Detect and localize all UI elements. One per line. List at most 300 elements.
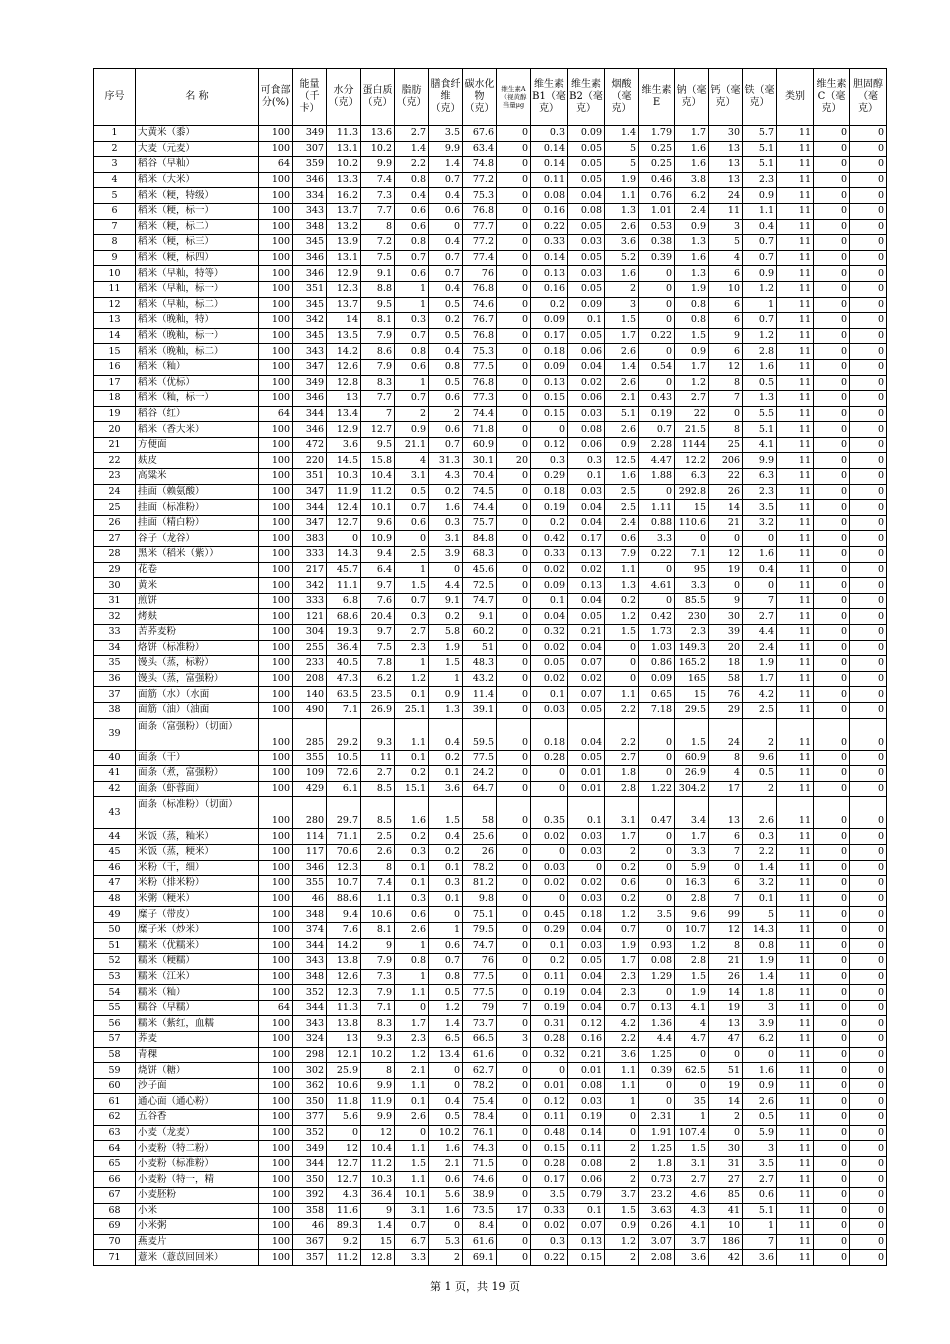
value-cell: 0.25 bbox=[639, 141, 675, 157]
food-name-cell: 糯米（优糯米） bbox=[136, 938, 259, 954]
value-cell: 0.06 bbox=[568, 1172, 605, 1188]
value-cell: 11 bbox=[777, 1250, 814, 1266]
value-cell: 13.1 bbox=[327, 141, 361, 157]
value-cell: 6 bbox=[709, 266, 743, 282]
value-cell: 74.8 bbox=[463, 157, 497, 173]
value-cell: 1.6 bbox=[605, 469, 639, 485]
value-cell: 2.2 bbox=[605, 702, 639, 718]
value-cell: 100 bbox=[259, 1172, 293, 1188]
table-row bbox=[94, 656, 887, 672]
value-cell: 149.3 bbox=[675, 640, 709, 656]
row-index-cell: 17 bbox=[94, 375, 136, 391]
value-cell: 0 bbox=[814, 687, 850, 703]
value-cell: 0 bbox=[850, 640, 887, 656]
row-index-cell: 51 bbox=[94, 938, 136, 954]
value-cell: 5.8 bbox=[429, 625, 463, 641]
value-cell: 0 bbox=[497, 484, 531, 500]
value-cell: 0.02 bbox=[568, 671, 605, 687]
value-cell: 0.03 bbox=[568, 891, 605, 907]
value-cell: 0 bbox=[814, 860, 850, 876]
value-cell: 0 bbox=[814, 781, 850, 797]
value-cell: 29.7 bbox=[327, 797, 361, 829]
value-cell: 0.32 bbox=[531, 625, 568, 641]
table-row bbox=[94, 172, 887, 188]
value-cell: 9.7 bbox=[361, 625, 395, 641]
value-cell: 13.8 bbox=[327, 954, 361, 970]
value-cell: 74.6 bbox=[463, 297, 497, 313]
row-index-cell: 62 bbox=[94, 1110, 136, 1126]
value-cell: 40.5 bbox=[327, 656, 361, 672]
value-cell: 0.2 bbox=[531, 515, 568, 531]
value-cell: 0.7 bbox=[395, 391, 429, 407]
value-cell: 100 bbox=[259, 531, 293, 547]
value-cell: 0.07 bbox=[568, 687, 605, 703]
food-name-cell: 小米 bbox=[136, 1203, 259, 1219]
value-cell: 81.2 bbox=[463, 876, 497, 892]
value-cell: 0.02 bbox=[568, 375, 605, 391]
value-cell: 11 bbox=[777, 1141, 814, 1157]
value-cell: 9 bbox=[709, 328, 743, 344]
value-cell: 343 bbox=[293, 344, 327, 360]
value-cell: 14.3 bbox=[743, 922, 777, 938]
column-header: 蛋白质（克） bbox=[361, 69, 395, 126]
value-cell: 73.5 bbox=[463, 1203, 497, 1219]
value-cell: 7.1 bbox=[327, 702, 361, 718]
value-cell: 2.08 bbox=[639, 1250, 675, 1266]
food-name-cell: 糜子（带皮） bbox=[136, 907, 259, 923]
value-cell: 68.3 bbox=[463, 547, 497, 563]
value-cell: 1 bbox=[395, 656, 429, 672]
column-header: 烟酸（毫克） bbox=[605, 69, 639, 126]
value-cell: 0 bbox=[814, 562, 850, 578]
value-cell: 3.6 bbox=[605, 235, 639, 251]
value-cell: 0 bbox=[814, 157, 850, 173]
value-cell: 0 bbox=[497, 126, 531, 142]
value-cell: 0 bbox=[850, 359, 887, 375]
value-cell: 0.8 bbox=[395, 172, 429, 188]
value-cell: 0 bbox=[639, 766, 675, 782]
value-cell: 0 bbox=[497, 718, 531, 750]
value-cell: 392 bbox=[293, 1188, 327, 1204]
value-cell: 12.6 bbox=[327, 359, 361, 375]
value-cell: 39.1 bbox=[463, 702, 497, 718]
value-cell: 0 bbox=[429, 907, 463, 923]
value-cell: 76 bbox=[463, 266, 497, 282]
value-cell: 0.14 bbox=[531, 157, 568, 173]
value-cell: 11 bbox=[777, 625, 814, 641]
value-cell: 0 bbox=[743, 531, 777, 547]
value-cell: 46 bbox=[293, 1219, 327, 1235]
table-row bbox=[94, 687, 887, 703]
value-cell: 0.08 bbox=[639, 954, 675, 970]
value-cell: 0 bbox=[850, 250, 887, 266]
value-cell: 13 bbox=[709, 157, 743, 173]
value-cell: 0 bbox=[850, 625, 887, 641]
value-cell: 12.8 bbox=[361, 1250, 395, 1266]
value-cell: 7.1 bbox=[361, 1000, 395, 1016]
value-cell: 0.3 bbox=[395, 844, 429, 860]
value-cell: 12.7 bbox=[327, 515, 361, 531]
value-cell: 5 bbox=[605, 141, 639, 157]
food-name-cell: 苦荞麦粉 bbox=[136, 625, 259, 641]
value-cell: 88.6 bbox=[327, 891, 361, 907]
value-cell: 7 bbox=[709, 391, 743, 407]
value-cell: 11 bbox=[777, 1125, 814, 1141]
value-cell: 74.5 bbox=[463, 484, 497, 500]
value-cell: 100 bbox=[259, 829, 293, 845]
value-cell: 0 bbox=[497, 1047, 531, 1063]
food-name-cell: 五谷香 bbox=[136, 1110, 259, 1126]
value-cell: 0 bbox=[814, 422, 850, 438]
value-cell: 0 bbox=[850, 985, 887, 1001]
value-cell: 0 bbox=[743, 578, 777, 594]
value-cell: 10.4 bbox=[361, 469, 395, 485]
value-cell: 12.7 bbox=[327, 1172, 361, 1188]
value-cell: 2 bbox=[605, 1172, 639, 1188]
value-cell: 3.5 bbox=[639, 907, 675, 923]
value-cell: 5 bbox=[709, 235, 743, 251]
value-cell: 1.2 bbox=[675, 938, 709, 954]
value-cell: 4 bbox=[709, 250, 743, 266]
value-cell: 9.9 bbox=[429, 141, 463, 157]
value-cell: 26 bbox=[463, 844, 497, 860]
value-cell: 25.1 bbox=[395, 702, 429, 718]
value-cell: 1.5 bbox=[675, 969, 709, 985]
value-cell: 0 bbox=[497, 938, 531, 954]
value-cell: 2.8 bbox=[675, 891, 709, 907]
value-cell: 1.25 bbox=[639, 1141, 675, 1157]
value-cell: 20 bbox=[709, 640, 743, 656]
value-cell: 0.05 bbox=[568, 609, 605, 625]
value-cell: 12.8 bbox=[327, 375, 361, 391]
row-index-cell: 12 bbox=[94, 297, 136, 313]
value-cell: 0.29 bbox=[531, 469, 568, 485]
value-cell: 0.18 bbox=[568, 907, 605, 923]
value-cell: 100 bbox=[259, 1156, 293, 1172]
value-cell: 107.4 bbox=[675, 1125, 709, 1141]
value-cell: 0.8 bbox=[395, 235, 429, 251]
value-cell: 0 bbox=[395, 1125, 429, 1141]
value-cell: 0.19 bbox=[531, 1000, 568, 1016]
value-cell: 100 bbox=[259, 484, 293, 500]
value-cell: 8.3 bbox=[361, 375, 395, 391]
value-cell: 11 bbox=[777, 562, 814, 578]
row-index-cell: 58 bbox=[94, 1047, 136, 1063]
value-cell: 76.7 bbox=[463, 313, 497, 329]
value-cell: 2.2 bbox=[743, 844, 777, 860]
value-cell: 1.9 bbox=[605, 172, 639, 188]
value-cell: 17 bbox=[497, 1203, 531, 1219]
value-cell: 121 bbox=[293, 609, 327, 625]
value-cell: 0.6 bbox=[429, 1172, 463, 1188]
value-cell: 0 bbox=[850, 781, 887, 797]
food-name-cell: 糯谷（早糯） bbox=[136, 1000, 259, 1016]
food-name-cell: 稻谷（早籼） bbox=[136, 157, 259, 173]
row-index-cell: 37 bbox=[94, 687, 136, 703]
food-name-cell: 黑米（稻米（紫）） bbox=[136, 547, 259, 563]
value-cell: 0 bbox=[605, 640, 639, 656]
value-cell: 0 bbox=[814, 1203, 850, 1219]
value-cell: 0 bbox=[814, 1032, 850, 1048]
value-cell: 11 bbox=[777, 860, 814, 876]
value-cell: 0 bbox=[814, 359, 850, 375]
food-name-cell: 通心面（通心粉） bbox=[136, 1094, 259, 1110]
value-cell: 350 bbox=[293, 1094, 327, 1110]
food-name-cell: 稻谷（红） bbox=[136, 406, 259, 422]
value-cell: 0 bbox=[850, 1063, 887, 1079]
value-cell: 14.2 bbox=[327, 344, 361, 360]
value-cell: 0 bbox=[814, 297, 850, 313]
value-cell: 100 bbox=[259, 687, 293, 703]
value-cell: 0.1 bbox=[531, 938, 568, 954]
value-cell: 1.22 bbox=[639, 781, 675, 797]
column-header: 名 称 bbox=[136, 69, 259, 126]
value-cell: 298 bbox=[293, 1047, 327, 1063]
value-cell: 0.21 bbox=[568, 1047, 605, 1063]
value-cell: 0.15 bbox=[531, 406, 568, 422]
value-cell: 3.9 bbox=[429, 547, 463, 563]
value-cell: 11 bbox=[777, 938, 814, 954]
value-cell: 74.6 bbox=[463, 1172, 497, 1188]
value-cell: 0 bbox=[605, 1110, 639, 1126]
value-cell: 0 bbox=[850, 437, 887, 453]
value-cell: 3 bbox=[743, 1141, 777, 1157]
food-name-cell: 面筋（油）（油面 bbox=[136, 702, 259, 718]
value-cell: 0.93 bbox=[639, 938, 675, 954]
value-cell: 9.3 bbox=[361, 718, 395, 750]
value-cell: 11.2 bbox=[361, 484, 395, 500]
value-cell: 2 bbox=[395, 406, 429, 422]
value-cell: 5.1 bbox=[743, 141, 777, 157]
column-header: 钙（毫克） bbox=[709, 69, 743, 126]
value-cell: 9.1 bbox=[361, 266, 395, 282]
value-cell: 304 bbox=[293, 625, 327, 641]
value-cell: 5 bbox=[605, 157, 639, 173]
value-cell: 0.9 bbox=[743, 1078, 777, 1094]
value-cell: 20.4 bbox=[361, 609, 395, 625]
value-cell: 100 bbox=[259, 266, 293, 282]
value-cell: 78.4 bbox=[463, 1110, 497, 1126]
value-cell: 0 bbox=[850, 671, 887, 687]
food-name-cell: 面条（标准粉）（切面） bbox=[136, 797, 259, 829]
table-row bbox=[94, 766, 887, 782]
value-cell: 0.3 bbox=[568, 453, 605, 469]
value-cell: 0 bbox=[497, 172, 531, 188]
value-cell: 11 bbox=[777, 1219, 814, 1235]
value-cell: 8 bbox=[709, 938, 743, 954]
food-name-cell: 挂面（精白粉） bbox=[136, 515, 259, 531]
value-cell: 0 bbox=[850, 344, 887, 360]
value-cell: 12.7 bbox=[327, 1156, 361, 1172]
value-cell: 5.1 bbox=[743, 422, 777, 438]
value-cell: 0 bbox=[639, 1078, 675, 1094]
value-cell: 0.08 bbox=[568, 203, 605, 219]
value-cell: 47.3 bbox=[327, 671, 361, 687]
table-row bbox=[94, 671, 887, 687]
value-cell: 0 bbox=[814, 891, 850, 907]
value-cell: 0 bbox=[814, 1125, 850, 1141]
value-cell: 0.1 bbox=[568, 797, 605, 829]
value-cell: 11.6 bbox=[327, 1203, 361, 1219]
value-cell: 74.7 bbox=[463, 938, 497, 954]
table-row bbox=[94, 1016, 887, 1032]
value-cell: 1 bbox=[395, 375, 429, 391]
value-cell: 7.18 bbox=[639, 702, 675, 718]
value-cell: 0.3 bbox=[531, 126, 568, 142]
value-cell: 1 bbox=[743, 297, 777, 313]
value-cell: 4.1 bbox=[675, 1000, 709, 1016]
value-cell: 25.9 bbox=[327, 1063, 361, 1079]
value-cell: 0 bbox=[850, 328, 887, 344]
value-cell: 13 bbox=[709, 172, 743, 188]
value-cell: 3.5 bbox=[429, 126, 463, 142]
value-cell: 0.17 bbox=[568, 531, 605, 547]
value-cell: 0.02 bbox=[568, 562, 605, 578]
value-cell: 1.1 bbox=[605, 562, 639, 578]
value-cell: 0.02 bbox=[531, 562, 568, 578]
table-row bbox=[94, 126, 887, 142]
row-index-cell: 49 bbox=[94, 907, 136, 923]
row-index-cell: 66 bbox=[94, 1172, 136, 1188]
value-cell: 8 bbox=[709, 375, 743, 391]
value-cell: 345 bbox=[293, 328, 327, 344]
value-cell: 0.04 bbox=[568, 640, 605, 656]
value-cell: 0 bbox=[327, 1125, 361, 1141]
value-cell: 100 bbox=[259, 297, 293, 313]
value-cell: 0 bbox=[814, 469, 850, 485]
value-cell: 45.7 bbox=[327, 562, 361, 578]
value-cell: 0.7 bbox=[395, 328, 429, 344]
value-cell: 0 bbox=[814, 750, 850, 766]
value-cell: 1.6 bbox=[675, 250, 709, 266]
value-cell: 208 bbox=[293, 671, 327, 687]
value-cell: 0.7 bbox=[395, 500, 429, 516]
value-cell: 0 bbox=[497, 219, 531, 235]
value-cell: 13.5 bbox=[327, 328, 361, 344]
table-row bbox=[94, 797, 887, 829]
value-cell: 11 bbox=[777, 766, 814, 782]
value-cell: 100 bbox=[259, 922, 293, 938]
value-cell: 7 bbox=[497, 1000, 531, 1016]
value-cell: 11 bbox=[777, 844, 814, 860]
value-cell: 11 bbox=[777, 640, 814, 656]
value-cell: 0.3 bbox=[531, 453, 568, 469]
column-header: 维生素E bbox=[639, 69, 675, 126]
value-cell: 0 bbox=[675, 1078, 709, 1094]
value-cell: 1 bbox=[429, 922, 463, 938]
value-cell: 2 bbox=[743, 718, 777, 750]
value-cell: 0.07 bbox=[568, 1219, 605, 1235]
value-cell: 0.11 bbox=[531, 969, 568, 985]
value-cell: 0 bbox=[814, 1250, 850, 1266]
value-cell: 0.5 bbox=[429, 1110, 463, 1126]
value-cell: 11 bbox=[777, 593, 814, 609]
value-cell: 1.2 bbox=[605, 609, 639, 625]
row-index-cell: 41 bbox=[94, 766, 136, 782]
value-cell: 3.6 bbox=[743, 1250, 777, 1266]
value-cell: 0.8 bbox=[429, 969, 463, 985]
value-cell: 0.9 bbox=[743, 266, 777, 282]
value-cell: 76.8 bbox=[463, 281, 497, 297]
row-index-cell: 52 bbox=[94, 954, 136, 970]
value-cell: 0.09 bbox=[639, 671, 675, 687]
value-cell: 0.48 bbox=[531, 1125, 568, 1141]
value-cell: 10.1 bbox=[361, 500, 395, 516]
value-cell: 0 bbox=[497, 671, 531, 687]
table-row bbox=[94, 562, 887, 578]
food-name-cell: 馒头（蒸，标粉） bbox=[136, 656, 259, 672]
value-cell: 0 bbox=[497, 702, 531, 718]
value-cell: 0.4 bbox=[429, 344, 463, 360]
value-cell: 0.01 bbox=[568, 766, 605, 782]
food-name-cell: 稻米（籼，标一） bbox=[136, 391, 259, 407]
value-cell: 0 bbox=[497, 907, 531, 923]
value-cell: 72.5 bbox=[463, 578, 497, 594]
row-index-cell: 35 bbox=[94, 656, 136, 672]
value-cell: 25.6 bbox=[463, 829, 497, 845]
value-cell: 12.7 bbox=[361, 422, 395, 438]
value-cell: 0.03 bbox=[568, 484, 605, 500]
value-cell: 11 bbox=[777, 1063, 814, 1079]
value-cell: 2.5 bbox=[361, 829, 395, 845]
value-cell: 5.9 bbox=[743, 1125, 777, 1141]
value-cell: 4.4 bbox=[743, 625, 777, 641]
value-cell: 0.1 bbox=[568, 469, 605, 485]
value-cell: 0 bbox=[639, 985, 675, 1001]
value-cell: 8.6 bbox=[361, 344, 395, 360]
value-cell: 1.5 bbox=[675, 328, 709, 344]
value-cell: 7.8 bbox=[361, 656, 395, 672]
value-cell: 0 bbox=[814, 188, 850, 204]
food-name-cell: 稻米（粳，特级） bbox=[136, 188, 259, 204]
value-cell: 0 bbox=[497, 391, 531, 407]
table-row bbox=[94, 1188, 887, 1204]
row-index-cell: 68 bbox=[94, 1203, 136, 1219]
value-cell: 343 bbox=[293, 203, 327, 219]
value-cell: 0.1 bbox=[429, 766, 463, 782]
value-cell: 165 bbox=[675, 671, 709, 687]
value-cell: 100 bbox=[259, 1047, 293, 1063]
row-index-cell: 63 bbox=[94, 1125, 136, 1141]
value-cell: 0.33 bbox=[531, 1203, 568, 1219]
food-name-cell: 稻米（粳，标三） bbox=[136, 235, 259, 251]
value-cell: 1.1 bbox=[605, 1078, 639, 1094]
value-cell: 0.04 bbox=[531, 609, 568, 625]
value-cell: 11 bbox=[777, 922, 814, 938]
value-cell: 0 bbox=[497, 876, 531, 892]
value-cell: 0.1 bbox=[531, 687, 568, 703]
value-cell: 0.6 bbox=[743, 1188, 777, 1204]
value-cell: 0.04 bbox=[568, 359, 605, 375]
value-cell: 0.21 bbox=[568, 625, 605, 641]
value-cell: 11.3 bbox=[327, 1000, 361, 1016]
value-cell: 0 bbox=[814, 656, 850, 672]
value-cell: 0.4 bbox=[743, 562, 777, 578]
value-cell: 9 bbox=[361, 938, 395, 954]
value-cell: 0.7 bbox=[743, 235, 777, 251]
value-cell: 30.1 bbox=[463, 453, 497, 469]
value-cell: 0 bbox=[850, 1219, 887, 1235]
value-cell: 0 bbox=[850, 922, 887, 938]
value-cell: 11 bbox=[777, 1156, 814, 1172]
value-cell: 18 bbox=[709, 656, 743, 672]
value-cell: 343 bbox=[293, 954, 327, 970]
value-cell: 11 bbox=[777, 829, 814, 845]
value-cell: 346 bbox=[293, 266, 327, 282]
value-cell: 0 bbox=[850, 157, 887, 173]
value-cell: 8.4 bbox=[463, 1219, 497, 1235]
value-cell: 100 bbox=[259, 1234, 293, 1250]
